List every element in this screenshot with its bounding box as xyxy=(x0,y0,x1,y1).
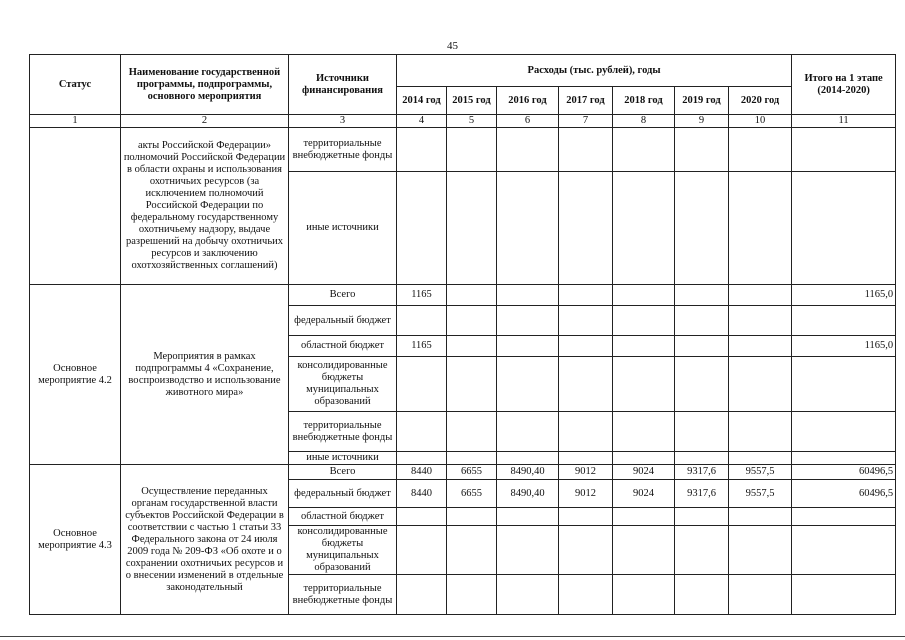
table-body xyxy=(30,128,896,615)
value-cell xyxy=(559,172,613,285)
description-cell: Осуществление переданных органам государственной власти субъектов Российской Федерации в соответствии с частью 1 статьи 33 Федерального закона от 24 июля 2009 года № 209-ФЗ «Об охоте и о сохранении охотничьих ресурсов и о внесении изменений в отдельные законодательный xyxy=(121,465,289,615)
value-cell: 9557,5 xyxy=(729,465,792,480)
value-cell: 1165 xyxy=(397,336,447,357)
value-cell xyxy=(559,128,613,172)
value-cell xyxy=(613,285,675,306)
value-cell: 1165 xyxy=(397,285,447,306)
table-row xyxy=(30,128,896,172)
column-number: 4 xyxy=(397,115,447,128)
total-cell xyxy=(792,172,896,285)
total-cell: 60496,5 xyxy=(792,465,896,480)
column-number: 10 xyxy=(729,115,792,128)
total-cell xyxy=(792,306,896,336)
header-name: Наименование государственной программы, подпрограммы, основного мероприятия xyxy=(121,55,289,115)
description-cell: акты Российской Федерации» полномочий Российской Федерации в области охраны и использования охотничьих ресурсов (за исключением полномочий Российской Федерации по федеральному государственному охотничьему надзору, выдаче разрешений на добычу охотничьих ресурсов и заключению охотхозяйственных соглашений) xyxy=(121,128,289,285)
header-year: 2018 год xyxy=(613,87,675,115)
value-cell xyxy=(497,336,559,357)
header-year: 2017 год xyxy=(559,87,613,115)
status-cell: Основное мероприятие 4.2 xyxy=(30,285,121,465)
value-cell: 8440 xyxy=(397,480,447,508)
description-cell: Мероприятия в рамках подпрограммы 4 «Сохранение, воспроизводство и использование животного мира» xyxy=(121,285,289,465)
value-cell xyxy=(447,412,497,452)
value-cell xyxy=(729,336,792,357)
value-cell xyxy=(613,452,675,465)
source-cell: Всего xyxy=(289,465,397,480)
value-cell xyxy=(729,285,792,306)
value-cell xyxy=(447,306,497,336)
value-cell xyxy=(397,357,447,412)
value-cell xyxy=(497,412,559,452)
column-number: 2 xyxy=(121,115,289,128)
value-cell: 9557,5 xyxy=(729,480,792,508)
value-cell xyxy=(397,172,447,285)
value-cell xyxy=(447,128,497,172)
value-cell xyxy=(559,357,613,412)
total-cell: 1165,0 xyxy=(792,336,896,357)
value-cell xyxy=(729,575,792,615)
value-cell xyxy=(675,336,729,357)
status-cell xyxy=(30,128,121,285)
value-cell xyxy=(613,412,675,452)
value-cell xyxy=(613,306,675,336)
column-number: 11 xyxy=(792,115,896,128)
total-cell xyxy=(792,357,896,412)
column-number: 8 xyxy=(613,115,675,128)
header-year: 2014 год xyxy=(397,87,447,115)
value-cell: 8440 xyxy=(397,465,447,480)
source-cell: областной бюджет xyxy=(289,336,397,357)
table-row xyxy=(30,465,896,480)
total-cell: 1165,0 xyxy=(792,285,896,306)
value-cell xyxy=(729,172,792,285)
value-cell xyxy=(397,575,447,615)
value-cell xyxy=(559,412,613,452)
value-cell xyxy=(613,526,675,575)
source-cell: федеральный бюджет xyxy=(289,306,397,336)
header-expenses: Расходы (тыс. рублей), годы xyxy=(397,55,792,87)
value-cell xyxy=(729,357,792,412)
value-cell xyxy=(729,526,792,575)
value-cell xyxy=(447,508,497,526)
header-sources: Источники финансирования xyxy=(289,55,397,115)
value-cell xyxy=(559,285,613,306)
value-cell xyxy=(675,357,729,412)
value-cell xyxy=(497,285,559,306)
value-cell xyxy=(729,306,792,336)
header-year: 2020 год xyxy=(729,87,792,115)
value-cell xyxy=(559,575,613,615)
source-cell: иные источники xyxy=(289,452,397,465)
value-cell xyxy=(559,452,613,465)
column-number: 9 xyxy=(675,115,729,128)
status-cell: Основное мероприятие 4.3 xyxy=(30,465,121,615)
column-number: 1 xyxy=(30,115,121,128)
value-cell xyxy=(397,306,447,336)
source-cell: федеральный бюджет xyxy=(289,480,397,508)
value-cell xyxy=(497,172,559,285)
value-cell xyxy=(497,575,559,615)
value-cell xyxy=(497,526,559,575)
budget-table xyxy=(29,54,896,615)
value-cell xyxy=(675,575,729,615)
value-cell xyxy=(397,452,447,465)
page-number: 45 xyxy=(447,40,458,52)
header-status: Статус xyxy=(30,55,121,115)
value-cell xyxy=(397,128,447,172)
source-cell: территориальные внебюджетные фонды xyxy=(289,412,397,452)
value-cell xyxy=(675,526,729,575)
value-cell xyxy=(675,452,729,465)
value-cell xyxy=(675,412,729,452)
value-cell xyxy=(675,285,729,306)
source-cell: консолидированные бюджеты муниципальных образований xyxy=(289,357,397,412)
value-cell xyxy=(729,412,792,452)
total-cell xyxy=(792,412,896,452)
value-cell xyxy=(613,575,675,615)
value-cell xyxy=(447,336,497,357)
value-cell xyxy=(675,172,729,285)
value-cell: 6655 xyxy=(447,465,497,480)
value-cell xyxy=(729,128,792,172)
value-cell: 8490,40 xyxy=(497,480,559,508)
column-number: 6 xyxy=(497,115,559,128)
column-number: 3 xyxy=(289,115,397,128)
value-cell: 9012 xyxy=(559,480,613,508)
value-cell xyxy=(559,526,613,575)
value-cell xyxy=(447,452,497,465)
source-cell: территориальные внебюджетные фонды xyxy=(289,128,397,172)
header-year: 2015 год xyxy=(447,87,497,115)
value-cell xyxy=(397,526,447,575)
value-cell xyxy=(613,128,675,172)
value-cell: 8490,40 xyxy=(497,465,559,480)
value-cell xyxy=(497,452,559,465)
value-cell xyxy=(447,172,497,285)
total-cell: 60496,5 xyxy=(792,480,896,508)
value-cell xyxy=(675,306,729,336)
header-total: Итого на 1 этапе (2014-2020) xyxy=(792,55,896,115)
total-cell xyxy=(792,575,896,615)
value-cell: 9317,6 xyxy=(675,465,729,480)
value-cell: 9024 xyxy=(613,480,675,508)
total-cell xyxy=(792,508,896,526)
column-number: 5 xyxy=(447,115,497,128)
value-cell xyxy=(447,526,497,575)
value-cell xyxy=(613,172,675,285)
page-bottom-divider xyxy=(0,636,905,637)
value-cell xyxy=(497,357,559,412)
value-cell: 9012 xyxy=(559,465,613,480)
column-number: 7 xyxy=(559,115,613,128)
total-cell xyxy=(792,452,896,465)
value-cell xyxy=(613,508,675,526)
value-cell xyxy=(675,128,729,172)
header-year: 2016 год xyxy=(497,87,559,115)
value-cell: 9317,6 xyxy=(675,480,729,508)
source-cell: Всего xyxy=(289,285,397,306)
value-cell xyxy=(397,412,447,452)
value-cell xyxy=(613,357,675,412)
source-cell: областной бюджет xyxy=(289,508,397,526)
value-cell xyxy=(447,575,497,615)
value-cell xyxy=(729,452,792,465)
value-cell xyxy=(559,306,613,336)
value-cell xyxy=(497,128,559,172)
value-cell xyxy=(675,508,729,526)
value-cell xyxy=(497,306,559,336)
total-cell xyxy=(792,526,896,575)
value-cell xyxy=(559,508,613,526)
value-cell xyxy=(397,508,447,526)
source-cell: территориальные внебюджетные фонды xyxy=(289,575,397,615)
value-cell xyxy=(447,285,497,306)
value-cell xyxy=(559,336,613,357)
source-cell: иные источники xyxy=(289,172,397,285)
header-year: 2019 год xyxy=(675,87,729,115)
value-cell xyxy=(497,508,559,526)
value-cell xyxy=(729,508,792,526)
source-cell: консолидированные бюджеты муниципальных образований xyxy=(289,526,397,575)
value-cell xyxy=(613,336,675,357)
total-cell xyxy=(792,128,896,172)
value-cell xyxy=(447,357,497,412)
table-row xyxy=(30,285,896,306)
value-cell: 9024 xyxy=(613,465,675,480)
value-cell: 6655 xyxy=(447,480,497,508)
